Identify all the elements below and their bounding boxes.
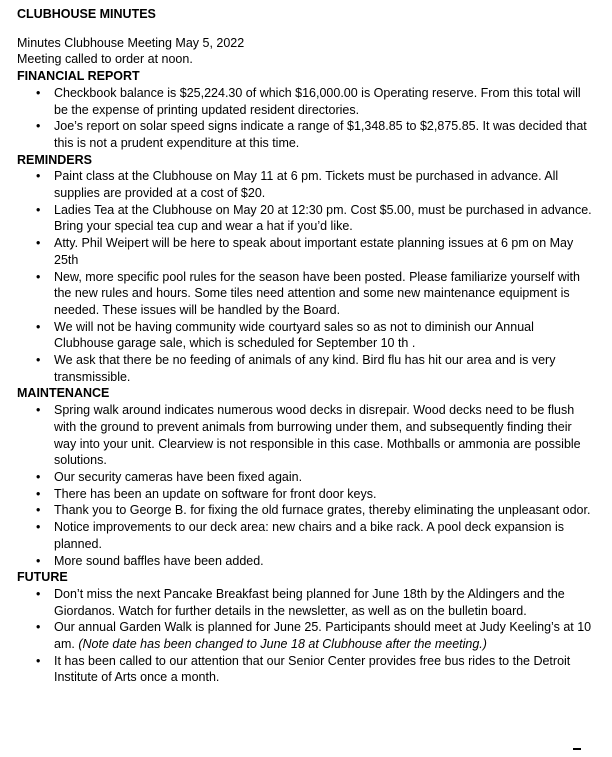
- bullet-icon: •: [36, 553, 41, 568]
- bullet-icon: •: [36, 85, 41, 100]
- list-item-text: It has been called to our attention that our Senior Center provides free bus rides to the Detroit Institute of Arts once a month.: [54, 653, 571, 685]
- list-item: [17, 168, 597, 201]
- bullet-icon: •: [36, 520, 41, 535]
- bullet-icon: •: [36, 202, 41, 217]
- bullet-icon: •: [36, 486, 41, 501]
- date-change-note: (Note date has been changed to June 18 at Clubhouse after the meeting.): [78, 637, 487, 652]
- bullet-icon: •: [36, 169, 41, 184]
- list-item-text: Joe’s report on solar speed signs indicate a range of $1,348.85 to $2,875.85. It was decided that this is not a prudent expenditure at this time.: [54, 119, 587, 150]
- list-item-text: We will not be having community wide courtyard sales so as not to diminish our Annual Clubhouse garage sale, which is scheduled for September 10 th .: [54, 319, 534, 351]
- list-item: [17, 469, 597, 486]
- list-item-text: Ladies Tea at the Clubhouse on May 20 at 12:30 pm. Cost $5.00, must be purchased in advance. Bring your special tea cup and wear a hat if you’d like.: [54, 202, 592, 234]
- list-item-text: There has been an update on software for front door keys.: [54, 486, 377, 501]
- list-item: [17, 619, 597, 652]
- list-item: [17, 202, 597, 235]
- bullet-icon: •: [36, 353, 41, 368]
- bullet-icon: •: [36, 469, 41, 484]
- list-item-text: Paint class at the Clubhouse on May 11 at 6 pm. Tickets must be purchased in advance. All supplies are provided at a cost of $20.: [54, 169, 559, 201]
- list-item-text: More sound baffles have been added.: [54, 553, 264, 568]
- list-item-text: Our security cameras have been fixed again.: [54, 469, 303, 484]
- list-item: [17, 319, 597, 352]
- list-item: [17, 235, 597, 268]
- list-item: [17, 519, 597, 552]
- reminders-list: [17, 168, 597, 385]
- list-item-text: Checkbook balance is $25,224.30 of which $16,000.00 is Operating reserve. From this total will be the expense of printing updated resident directories.: [54, 85, 581, 117]
- list-item: [17, 586, 597, 619]
- list-item-text: Spring walk around indicates numerous wood decks in disrepair. Wood decks need to be flush with the ground to prevent animals from burrowing under them, and subsequently finding their way into your unit. Clearview is not responsible in this case. Mothballs or ammonia are possible solutions.: [54, 403, 581, 468]
- section-heading-maintenance: MAINTENANCE: [17, 386, 110, 401]
- bullet-icon: •: [36, 620, 41, 635]
- minutes-document: [17, 6, 597, 686]
- document-title: CLUBHOUSE MINUTES: [17, 7, 156, 21]
- future-list: [17, 586, 597, 686]
- bullet-icon: •: [36, 653, 41, 668]
- bullet-icon: •: [36, 503, 41, 518]
- financial-report-list: [17, 85, 597, 152]
- list-item-text: Notice improvements to our deck area: new chairs and a bike rack. A pool deck expansion is planned.: [54, 520, 564, 551]
- text-cursor: [573, 748, 581, 750]
- section-heading-future: FUTURE: [17, 570, 68, 585]
- list-item-text: Our annual Garden Walk is planned for June 25. Participants should meet at Judy Keeling’s at 10 am.: [54, 620, 592, 652]
- intro-line: Meeting called to order at noon.: [17, 52, 193, 67]
- bullet-icon: •: [36, 269, 41, 284]
- list-item: [17, 85, 597, 118]
- bullet-icon: •: [36, 236, 41, 251]
- list-item-text: New, more specific pool rules for the season have been posted. Please familiarize yourself with the new rules and hours. Some tiles need attention and some new maintenance equipment is needed. These issues will be handled by the Board.: [54, 269, 580, 317]
- list-item: [17, 269, 597, 319]
- intro-line: Minutes Clubhouse Meeting May 5, 2022: [17, 35, 245, 50]
- list-item-text: Thank you to George B. for fixing the old furnace grates, thereby eliminating the unpleasant odor.: [54, 503, 591, 518]
- list-item: [17, 553, 597, 570]
- list-item-text: Don’t miss the next Pancake Breakfast being planned for June 18th by the Aldingers and the Giordanos. Watch for further details in the newsletter, as well as on the bulletin board.: [54, 586, 565, 618]
- list-item: [17, 486, 597, 503]
- list-item-text: Atty. Phil Weipert will be here to speak about important estate planning issues at 6 pm on May 25th: [54, 236, 574, 267]
- bullet-icon: •: [36, 403, 41, 418]
- bullet-icon: •: [36, 319, 41, 334]
- list-item: [17, 118, 597, 151]
- list-item: [17, 653, 597, 686]
- list-item-text: We ask that there be no feeding of animals of any kind. Bird flu has hit our area and is very transmissible.: [54, 353, 556, 384]
- section-heading-financial-report: FINANCIAL REPORT: [17, 69, 140, 84]
- bullet-icon: •: [36, 586, 41, 601]
- list-item: [17, 502, 597, 519]
- list-item: [17, 402, 597, 469]
- list-item: [17, 352, 597, 385]
- maintenance-list: [17, 402, 597, 569]
- bullet-icon: •: [36, 119, 41, 134]
- section-heading-reminders: REMINDERS: [17, 152, 93, 167]
